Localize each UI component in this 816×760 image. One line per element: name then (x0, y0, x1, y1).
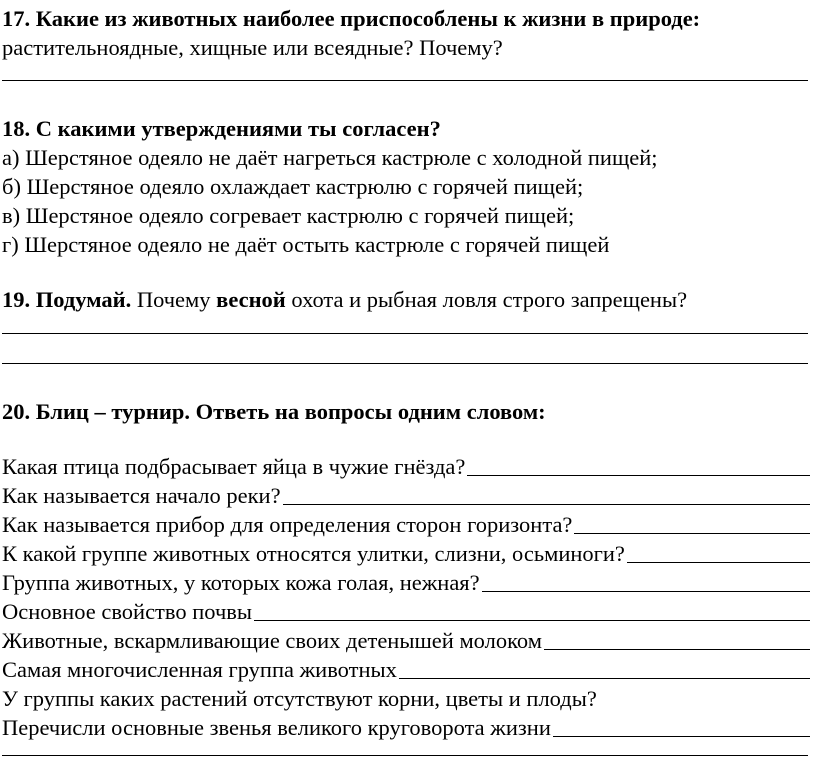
blitz-question-text: Как называется начало реки? (2, 483, 281, 508)
answer-blank[interactable] (254, 599, 810, 621)
blitz-question-text: К какой группе животных относятся улитки, слизни, осьминоги? (2, 541, 625, 566)
blitz-question-row (2, 481, 810, 510)
blitz-question-text: Основное свойство почвы (2, 599, 253, 624)
q18-option-a: а) Шерстяное одеяло не даёт нагреться кастрюле с холодной пищей; (2, 145, 658, 170)
q18-option-b: б) Шерстяное одеяло охлаждает кастрюлю с горячей пищей; (2, 174, 584, 199)
q20-title: 20. Блиц – турнир. Ответь на вопросы одним словом: (2, 399, 546, 424)
blitz-question-row (2, 597, 810, 626)
q19-question (2, 285, 687, 314)
answer-blank[interactable] (574, 512, 810, 534)
answer-blank[interactable] (467, 454, 810, 476)
blitz-question-row (2, 568, 810, 597)
q17-title: 17. Какие из животных наиболее приспособлены к жизни в природе: (2, 6, 701, 31)
blitz-question-text: Какая птица подбрасывает яйца в чужие гнёзда? (2, 454, 466, 479)
blitz-question-text: У группы каких растений отсутствуют корни, цветы и плоды? (2, 686, 597, 711)
blitz-question-row (2, 626, 810, 655)
blitz-question-text: Животные, вскармливающие своих детенышей молоком (2, 628, 542, 653)
q19-text1: Почему (131, 287, 217, 312)
q17-line2: растительноядные, хищные или всеядные? Почему? (2, 35, 503, 60)
blitz-question-text: Как называется прибор для определения сторон горизонта? (2, 512, 573, 537)
answer-blank[interactable] (399, 657, 810, 679)
q18-title: 18. С какими утверждениями ты согласен? (2, 116, 441, 141)
q18-option-c: в) Шерстяное одеяло согревает кастрюлю с горячей пищей; (2, 203, 575, 228)
blitz-question-text: Группа животных, у которых кожа голая, нежная? (2, 570, 480, 595)
answer-blank[interactable] (544, 628, 810, 650)
q18-option-d: г) Шерстяное одеяло не даёт остыть кастрюле с горячей пищей (2, 232, 610, 257)
blitz-question-row (2, 655, 810, 684)
q19-emphasis: весной (216, 287, 286, 312)
q19-lead: 19. Подумай. (2, 287, 132, 312)
q19-answer-line-1 (2, 333, 808, 334)
blitz-question-row (2, 452, 810, 481)
q19-answer-line-2 (2, 363, 808, 364)
blitz-question-text: Перечисли основные звенья великого круговорота жизни (2, 715, 551, 740)
blitz-question-row (2, 510, 810, 539)
final-answer-line[interactable] (2, 755, 808, 756)
answer-blank[interactable] (482, 570, 810, 592)
blitz-question-row (2, 539, 810, 568)
q19-text2: охота и рыбная ловля строго запрещены? (285, 287, 688, 312)
blitz-question-row (2, 713, 810, 742)
q17-answer-line (2, 80, 808, 81)
answer-blank[interactable] (627, 541, 810, 563)
answer-blank[interactable] (283, 483, 810, 505)
answer-blank[interactable] (553, 715, 810, 737)
blitz-question-text: Самая многочисленная группа животных (2, 657, 397, 682)
